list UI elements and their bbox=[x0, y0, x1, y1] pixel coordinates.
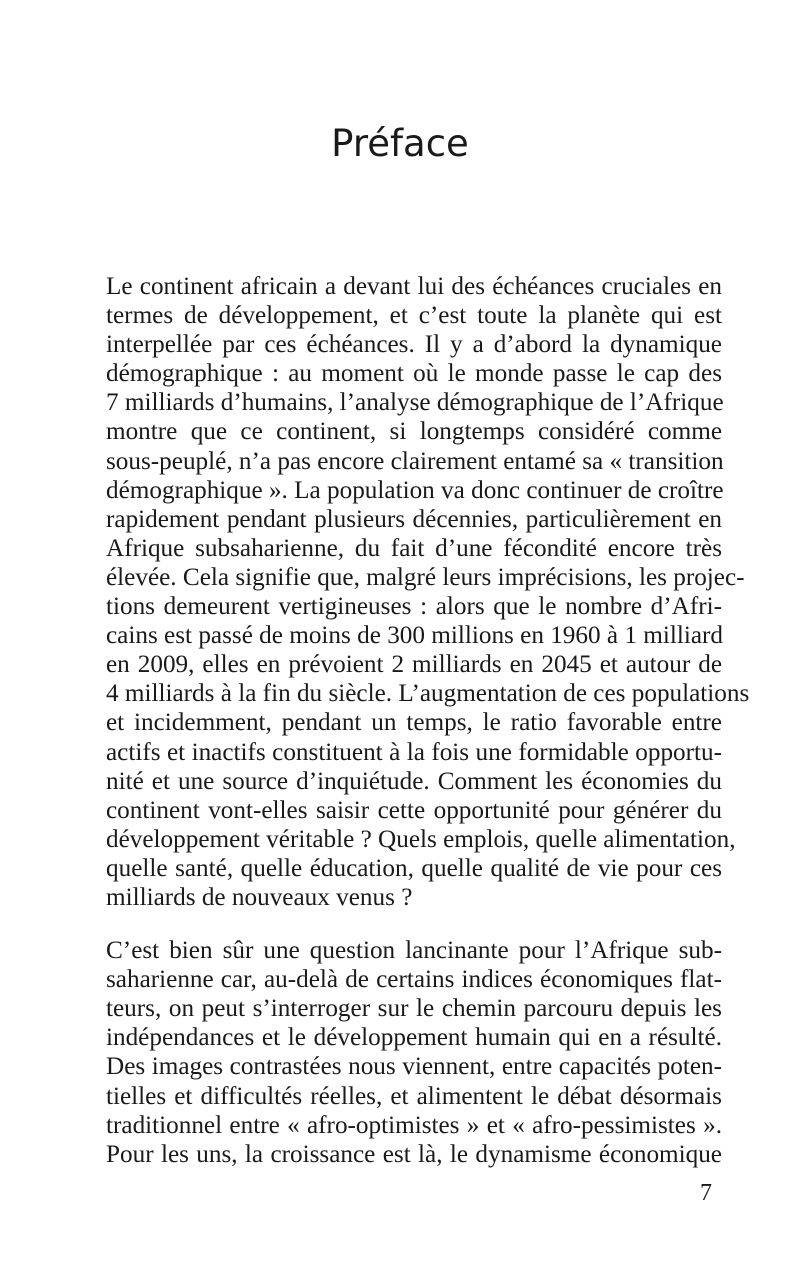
body-text bbox=[106, 272, 750, 1169]
text-line: tions demeurent vertigineuses : alors que le nombre d’Afri- bbox=[106, 593, 722, 621]
text-line: indépendances et le développement humain qui en a résulté. bbox=[106, 1024, 722, 1052]
paragraph-2 bbox=[106, 936, 722, 1169]
text-line: teurs, on peut s’interroger sur le chemin parcouru depuis les bbox=[106, 995, 722, 1023]
text-line: saharienne car, au-delà de certains indices économiques flat- bbox=[106, 966, 722, 994]
text-line: démographique ». La population va donc continuer de croître bbox=[106, 476, 724, 504]
text-line: cains est passé de moins de 300 millions en 1960 à 1 milliard bbox=[106, 622, 723, 650]
text-line: traditionnel entre « afro-optimistes » et « afro-pessimistes ». bbox=[106, 1111, 722, 1139]
text-line: Afrique subsaharienne, du fait d’une fécondité encore très bbox=[106, 534, 722, 562]
text-line: démographique : au moment où le monde passe le cap des bbox=[106, 360, 722, 388]
text-line: tielles et difficultés réelles, et alimentent le débat désormais bbox=[106, 1082, 722, 1110]
paragraph-1 bbox=[106, 272, 750, 912]
text-line: Des images contrastées nous viennent, entre capacités poten- bbox=[106, 1053, 722, 1081]
text-line: 4 milliards à la fin du siècle. L’augmentation de ces populations bbox=[106, 680, 750, 708]
text-line: interpellée par ces échéances. Il y a d’abord la dynamique bbox=[106, 331, 722, 359]
paragraph-gap bbox=[106, 912, 722, 936]
text-line: C’est bien sûr une question lancinante pour l’Afrique sub- bbox=[106, 937, 722, 965]
text-line: actifs et inactifs constituent à la fois une formidable opportu- bbox=[106, 738, 722, 766]
text-line: en 2009, elles en prévoient 2 milliards en 2045 et autour de bbox=[106, 651, 722, 679]
text-line: 7 milliards d’humains, l’analyse démographique de l’Afrique bbox=[106, 389, 724, 417]
text-line: rapidement pendant plusieurs décennies, particulièrement en bbox=[106, 505, 722, 533]
text-line: montre que ce continent, si longtemps considéré comme bbox=[106, 418, 722, 446]
text-line: Le continent africain a devant lui des échéances cruciales en bbox=[106, 273, 722, 300]
text-line: développement véritable ? Quels emplois, quelle alimentation, bbox=[106, 825, 736, 853]
text-line: sous-peuplé, n’a pas encore clairement entamé sa « transition bbox=[106, 447, 724, 475]
text-line: élevée. Cela signifie que, malgré leurs imprécisions, les projec- bbox=[106, 563, 745, 591]
text-line: quelle santé, quelle éducation, quelle qualité de vie pour ces bbox=[106, 854, 722, 882]
text-line: milliards de nouveaux venus ? bbox=[106, 883, 413, 911]
text-line: Pour les uns, la croissance est là, le dynamisme économique bbox=[106, 1140, 722, 1168]
page-number: 7 bbox=[700, 1180, 712, 1206]
text-line: nité et une source d’inquiétude. Comment les économies du bbox=[106, 767, 722, 795]
text-line: et incidemment, pendant un temps, le ratio favorable entre bbox=[106, 709, 722, 737]
text-line: termes de développement, et c’est toute la planète qui est bbox=[106, 302, 722, 330]
text-line: continent vont-elles saisir cette opportunité pour générer du bbox=[106, 796, 722, 824]
page-title: Préface bbox=[331, 122, 469, 165]
